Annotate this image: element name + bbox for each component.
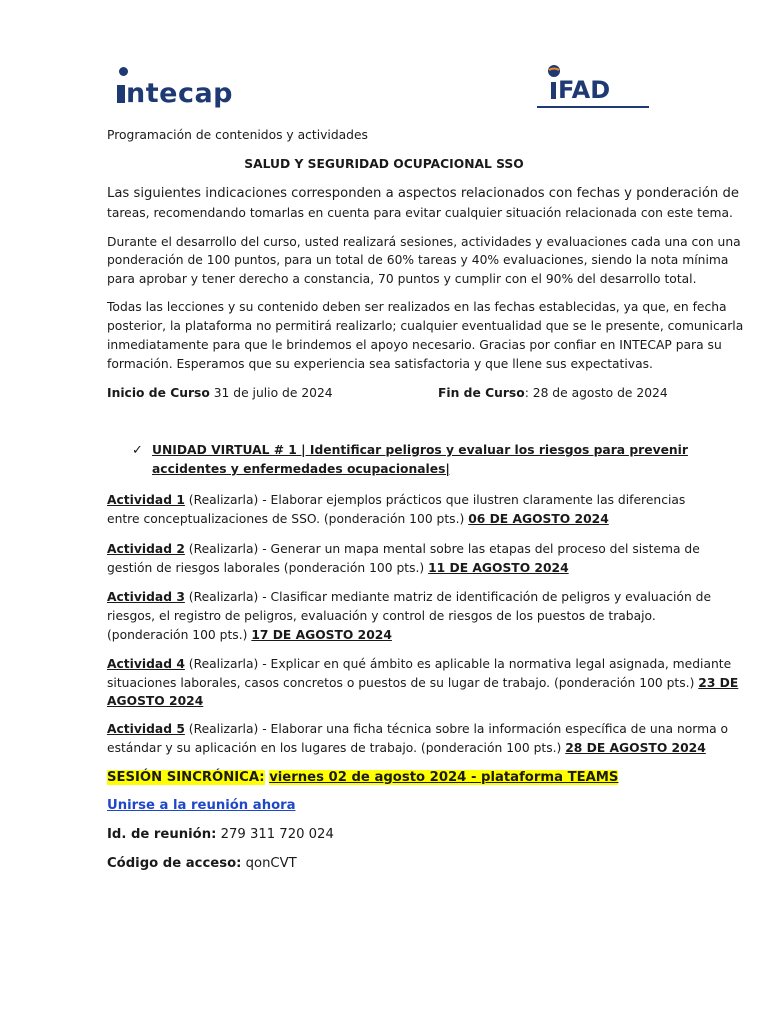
intecap-logo-dot	[119, 67, 128, 76]
intecap-logo-text: ntecap	[126, 78, 233, 109]
activity-3-date: 17 DE AGOSTO 2024	[251, 628, 392, 642]
intecap-logo	[117, 64, 237, 110]
meeting-id	[107, 825, 334, 844]
activity-2-line-2: gestión de riesgos laborales (ponderación 100 pts.) 11 DE AGOSTO 2024	[107, 561, 569, 575]
intro-line-1: Las siguientes indicaciones corresponden a aspectos relacionados con fechas y ponderación de	[107, 186, 739, 201]
para2-line-2: ponderación de 100 puntos, para un total de 60% tareas y 40% evaluaciones, siendo la nota mínima	[107, 253, 729, 267]
activity-4-line-2: situaciones laborales, casos concretos o puestos de su lugar de trabajo. (ponderación 100 pts.) 23 DE	[107, 676, 739, 690]
course-end-value: : 28 de agosto de 2024	[524, 386, 668, 400]
join-meeting-link[interactable]: Unirse a la reunión ahora	[107, 798, 296, 813]
course-start	[107, 384, 333, 403]
course-end	[438, 384, 668, 403]
para3-line-4: formación. Esperamos que su experiencia sea satisfactoria y que llene sus expectativas.	[107, 357, 653, 371]
activity-2-date: 11 DE AGOSTO 2024	[428, 561, 569, 575]
activity-1-line-1: Actividad 1 (Realizarla) - Elaborar ejemplos prácticos que ilustren claramente las diferencias	[107, 493, 686, 507]
activity-5-label: Actividad 5	[107, 722, 185, 736]
activity-5-date: 28 DE AGOSTO 2024	[565, 741, 706, 755]
access-code	[107, 854, 297, 873]
unit-title-line-1: UNIDAD VIRTUAL # 1 | Identificar peligros y evaluar los riesgos para prevenir	[152, 443, 688, 457]
unit-title-line-2: accidentes y enfermedades ocupacionales|	[152, 462, 450, 476]
ifad-logo-text: FAD	[558, 76, 611, 104]
doc-title: SALUD Y SEGURIDAD OCUPACIONAL SSO	[244, 157, 524, 171]
meeting-id-value: 279 311 720 024	[216, 827, 334, 842]
activity-4-date-part-1: 23 DE	[698, 676, 739, 690]
document-header	[107, 60, 652, 112]
doc-subtitle: Programación de contenidos y actividades	[107, 128, 368, 142]
activity-2-label: Actividad 2	[107, 542, 185, 556]
activity-4-date-part-2: AGOSTO 2024	[107, 694, 204, 708]
sync-session-value: viernes 02 de agosto 2024 - plataforma TEAMS	[269, 770, 619, 785]
course-start-label: Inicio de Curso	[107, 386, 210, 400]
activity-1-date: 06 DE AGOSTO 2024	[468, 512, 609, 526]
sync-session-label: SESIÓN SINCRÓNICA:	[107, 770, 265, 785]
activity-4-label: Actividad 4	[107, 657, 185, 671]
activity-1-label: Actividad 1	[107, 493, 185, 507]
sync-session	[107, 768, 618, 787]
course-end-label: Fin de Curso	[438, 386, 525, 400]
activity-3-line-1: Actividad 3 (Realizarla) - Clasificar mediante matriz de identificación de peligros y evaluación de	[107, 590, 712, 604]
para2-line-1: Durante el desarrollo del curso, usted realizará sesiones, actividades y evaluaciones cada una con una	[107, 235, 741, 249]
meeting-id-label: Id. de reunión:	[107, 827, 217, 842]
ifad-logo	[547, 62, 657, 110]
activity-3-line-2: riesgos, el registro de peligros, evaluación y control de riesgos de los puestos de trabajo.	[107, 609, 656, 623]
activity-4-line-1: Actividad 4 (Realizarla) - Explicar en qué ámbito es aplicable la normativa legal asignada, mediante	[107, 657, 732, 671]
para3-line-1: Todas las lecciones y su contenido deben ser realizados en las fechas establecidas, ya que, en fecha	[107, 300, 727, 314]
para2-line-3: para aprobar y tener derecho a constancia, 70 puntos y cumplir con el 90% del desarrollo total.	[107, 272, 697, 286]
intro-line-2: tareas, recomendando tomarlas en cuenta para evitar cualquier situación relacionada con este tema.	[107, 206, 733, 220]
access-code-label: Código de acceso:	[107, 856, 242, 871]
activity-5-line-1: Actividad 5 (Realizarla) - Elaborar una ficha técnica sobre la información específica de una norma o	[107, 722, 729, 736]
para3-line-3: inmediatamente para que le brindemos el apoyo necesario. Gracias por confiar en INTECAP para su	[107, 338, 722, 352]
para3-line-2: posterior, la plataforma no permitirá realizarlo; cualquier eventualidad que se le presente, comunicarla	[107, 319, 744, 333]
checkmark-icon: ✓	[132, 443, 143, 458]
ifad-logo-underline	[537, 106, 649, 108]
activity-1-line-2: entre conceptualizaciones de SSO. (ponderación 100 pts.) 06 DE AGOSTO 2024	[107, 512, 609, 526]
access-code-value: qonCVT	[241, 856, 297, 871]
activity-2-line-1: Actividad 2 (Realizarla) - Generar un mapa mental sobre las etapas del proceso del sistema de	[107, 542, 700, 556]
activity-5-line-2: estándar y su aplicación en los lugares de trabajo. (ponderación 100 pts.) 28 DE AGOSTO 2024	[107, 741, 706, 755]
activity-3-label: Actividad 3	[107, 590, 185, 604]
activity-3-line-3: (ponderación 100 pts.) 17 DE AGOSTO 2024	[107, 628, 392, 642]
course-start-value: 31 de julio de 2024	[209, 386, 333, 400]
